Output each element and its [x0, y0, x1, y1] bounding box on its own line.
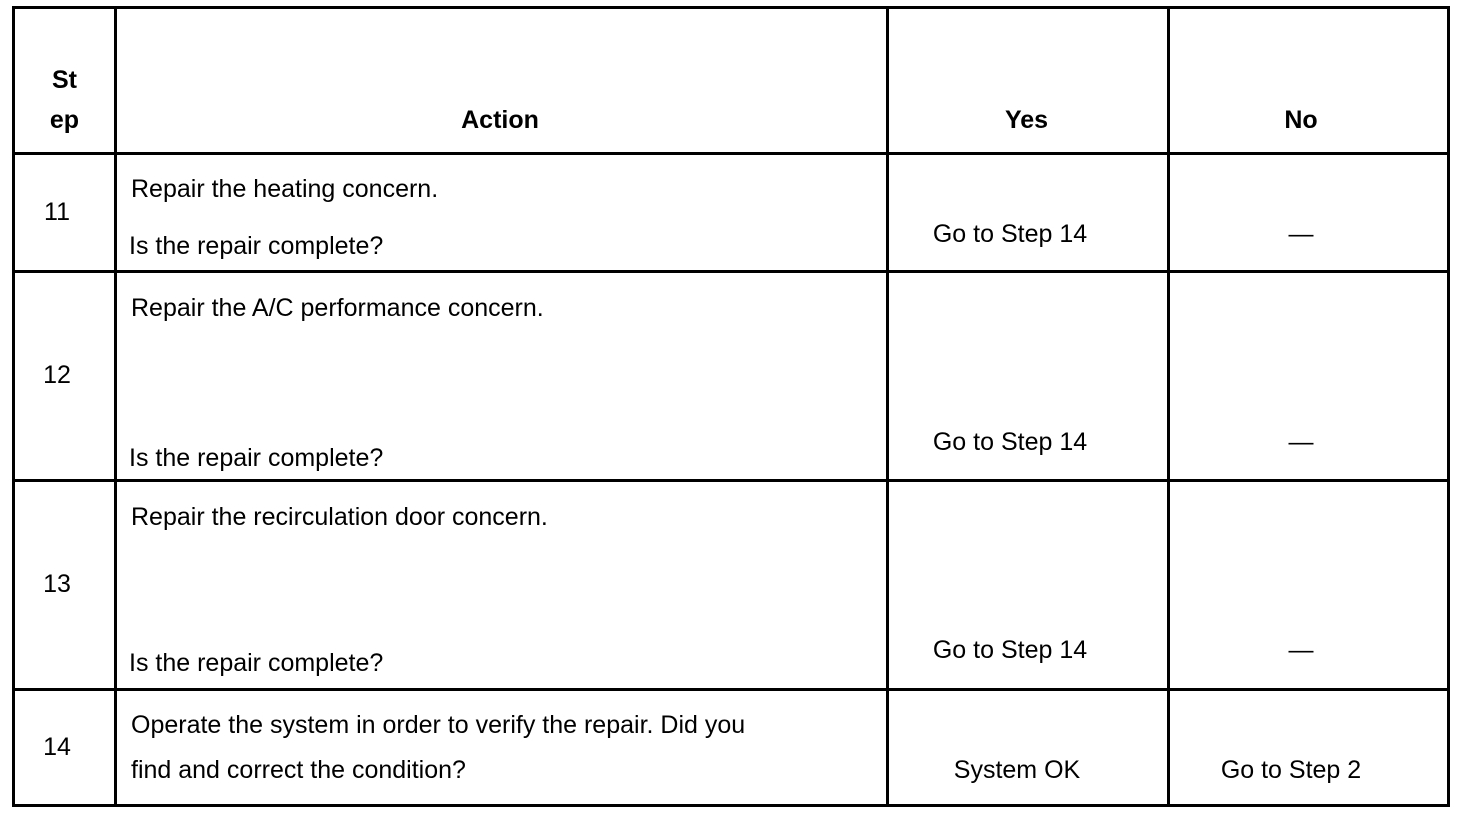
- action-question: find and correct the condition?: [131, 756, 466, 784]
- row-divider: [15, 479, 1447, 482]
- header-step-line2: ep: [49, 106, 80, 134]
- step-number-11: 11: [44, 198, 70, 226]
- step-number-13: 13: [43, 570, 71, 598]
- no-result-dash: —: [1288, 428, 1314, 456]
- yes-result: System OK: [953, 756, 1081, 784]
- no-result-dash: —: [1288, 636, 1314, 664]
- action-instruction: Repair the heating concern.: [131, 175, 439, 203]
- row-divider: [15, 688, 1447, 691]
- row-divider: [15, 270, 1447, 273]
- no-result-dash: —: [1288, 220, 1314, 248]
- no-result: Go to Step 2: [1220, 756, 1362, 784]
- header-no: No: [1284, 106, 1318, 134]
- yes-result: Go to Step 14: [932, 220, 1088, 248]
- action-instruction: Repair the recirculation door concern.: [131, 503, 548, 531]
- header-action: Action: [461, 106, 539, 134]
- action-question: Is the repair complete?: [129, 649, 384, 677]
- action-instruction: Operate the system in order to verify the repair. Did you: [131, 711, 746, 739]
- action-question: Is the repair complete?: [129, 444, 384, 472]
- yes-result: Go to Step 14: [932, 636, 1088, 664]
- header-yes: Yes: [1004, 106, 1049, 134]
- action-question: Is the repair complete?: [129, 232, 384, 260]
- yes-result: Go to Step 14: [932, 428, 1088, 456]
- header-step-line1: St: [52, 66, 77, 94]
- action-instruction: Repair the A/C performance concern.: [131, 294, 544, 322]
- row-divider: [15, 152, 1447, 155]
- step-number-14: 14: [43, 733, 71, 761]
- step-number-12: 12: [43, 361, 71, 389]
